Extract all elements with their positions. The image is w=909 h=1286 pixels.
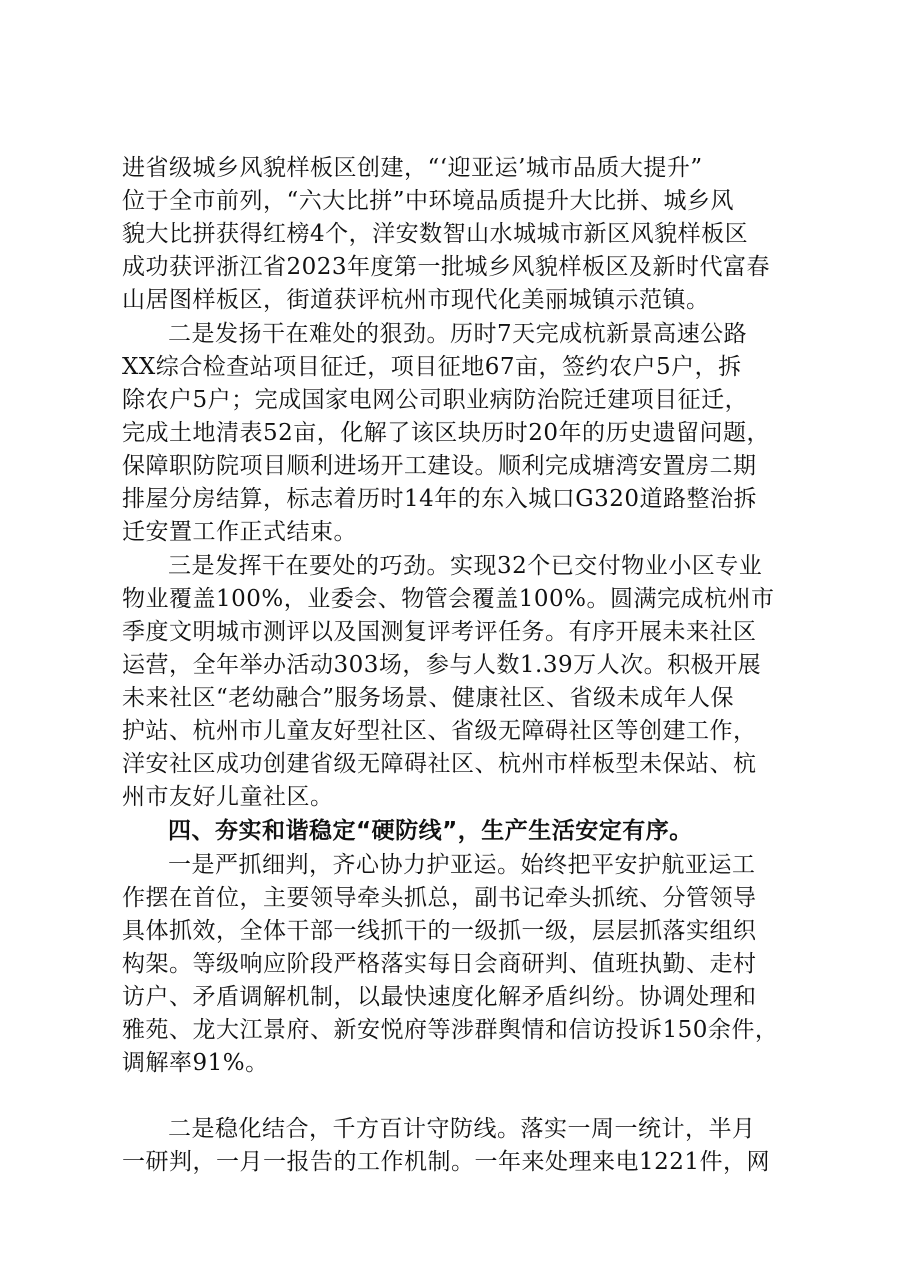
text-line: 州市友好儿童社区。 (122, 784, 334, 810)
text-line: 物业覆盖100%，业委会、物管会覆盖100%。圆满完成杭州市 (122, 586, 775, 612)
text-line: 除农户5户；完成国家电网公司职业病防治院迁建项目征迁， (122, 387, 749, 413)
text-line: 排屋分房结算，标志着历时14年的东入城口G320道路整治拆 (122, 486, 758, 512)
section-heading: 四、夯实和谐稳定“硬防线”，生产生活安定有序。 (168, 818, 693, 844)
text-line: 作摆在首位，主要领导牵头抓总，副书记牵头抓统、分管领导 (122, 885, 757, 911)
text-line: 成功获评浙江省2023年度第一批城乡风貌样板区及新时代富春 (122, 254, 771, 280)
text-line: 位于全市前列，“六大比拼”中环境品质提升大比拼、城乡风 (122, 188, 735, 214)
text-line: 迁安置工作正式结束。 (122, 519, 357, 545)
text-line: 山居图样板区，街道获评杭州市现代化美丽城镇示范镇。 (122, 287, 710, 313)
text-line: 访户、矛盾调解机制，以最快速度化解矛盾纠纷。协调处理和 (122, 984, 757, 1010)
text-line: 构架。等级响应阶段严格落实每日会商研判、值班执勤、走村 (122, 951, 757, 977)
text-line: 雅苑、龙大江景府、新安悦府等涉群舆情和信访投诉150余件， (122, 1017, 779, 1043)
text-line: 调解率91%。 (122, 1050, 269, 1076)
text-line: 保障职防院项目顺利进场开工建设。顺利完成塘湾安置房二期 (122, 453, 757, 479)
text-line: 护站、杭州市儿童友好型社区、省级无障碍社区等创建工作， (122, 718, 757, 744)
paragraph-first-line: 二是发扬干在难处的狠劲。历时7天完成杭新景高速公路 (168, 321, 748, 347)
text-line: 进省级城乡风貌样板区创建，“‘迎亚运’城市品质大提升” (122, 155, 703, 181)
text-line: 貌大比拼获得红榜4个，洋安数智山水城城市新区风貌样板区 (122, 221, 749, 247)
paragraph-first-line: 一是严抓细判，齐心协力护亚运。始终把平安护航亚运工 (168, 852, 756, 878)
paragraph-first-line: 三是发挥干在要处的巧劲。实现32个已交付物业小区专业 (168, 553, 763, 579)
paragraph-first-line: 二是稳化结合，千方百计守防线。落实一周一统计，半月 (168, 1116, 756, 1142)
text-line: XX综合检查站项目征迁，项目征地67亩，签约农户5户，拆 (122, 354, 742, 380)
text-line: 未来社区“老幼融合”服务场景、健康社区、省级未成年人保 (122, 685, 735, 711)
text-line: 一研判，一月一报告的工作机制。一年来处理来电1221件，网 (122, 1149, 771, 1175)
text-line: 具体抓效，全体干部一线抓干的一级抓一级，层层抓落实组织 (122, 918, 757, 944)
text-line: 运营，全年举办活动303场，参与人数1.39万人次。积极开展 (122, 652, 762, 678)
text-line: 季度文明城市测评以及国测复评考评任务。有序开展未来社区 (122, 619, 757, 645)
text-line: 完成土地清表52亩，化解了该区块历时20年的历史遗留问题， (122, 420, 771, 446)
text-line: 洋安社区成功创建省级无障碍社区、杭州市样板型未保站、杭 (122, 751, 757, 777)
